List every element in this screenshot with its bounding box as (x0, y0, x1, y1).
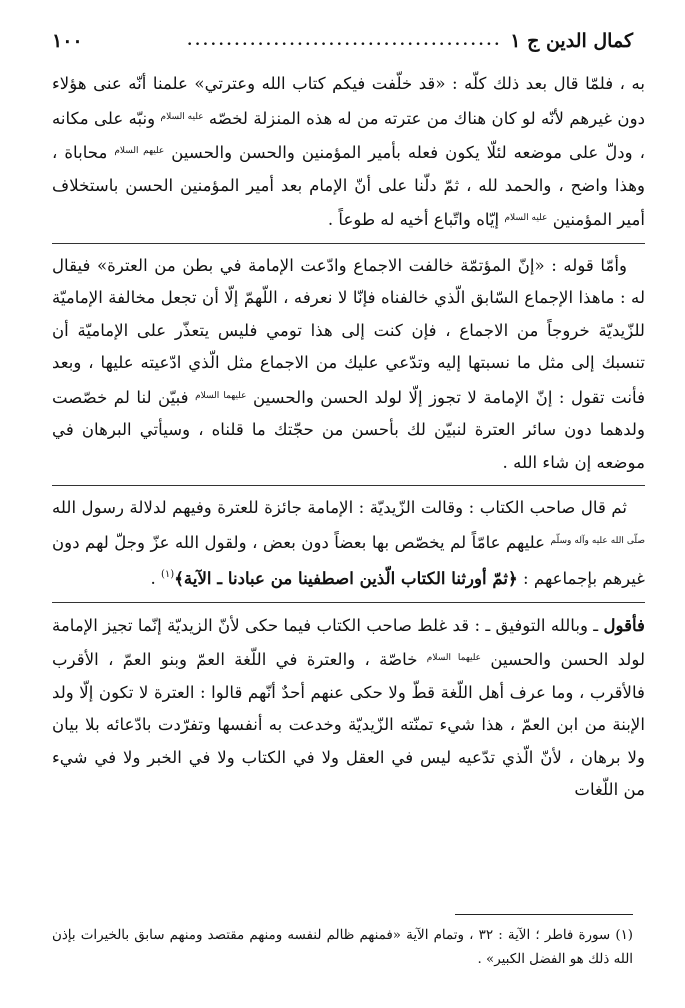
paragraph-text: إيّاه واتّباع أخيه له طوعاً . (327, 210, 505, 229)
honorific-glyph: عليه السلام (160, 111, 204, 122)
honorific-glyph: عليهما السلام (195, 390, 247, 401)
paragraph-text: وأمّا قوله : «إنّ المؤتمّة خالفت الاجماع وادّعت الإمامة في بطن من العترة» فيقال له : ماهذا الإجماع السّابق الّذي خالفناه فإنّا لا نعرفه ، اللّهمّ إلّا أن تجعل مخالفة الإماميّة للزّيديّة خروجاً من الاجماع ، فإن كنت إلى هذا تومي فليس يتعذّر على الإماميّة أن تنسبك إلى مثل ما نسبتها إليه وتدّعي عليك من الاجماع مثل الّذي ادّعيته عليها ، وبعد فأنت تقول : إنّ الإمامة لا تجوز إلّا لولد الحسن والحسين (52, 255, 646, 407)
paragraph-divider (52, 485, 645, 486)
honorific-glyph: صلّى الله عليه وآله وسلّم (550, 535, 645, 546)
page-number: ١٠٠ (52, 30, 83, 52)
paragraph-text: فبيّن لنا لم خصّصت ولدهما دون سائر العترة لنبيّن لك بأحسن من حجّتك ما قلناه ، وسيأتي البرهان في موضعه إن شاء الله . (52, 387, 645, 472)
honorific-glyph: عليهما السلام (426, 653, 482, 663)
footnote-rule (455, 914, 633, 915)
honorific-glyph: عليهم السلام (114, 146, 165, 156)
paragraph-text: به ، فلمّا قال بعد ذلك كلّه : «قد خلّفت فيكم كتاب الله وعترتي» علمنا أنّه عنى هؤلاء دون غيرهم لأنّه لو كان هناك من عترته من له هذه المنزلة لخصّه (52, 74, 645, 128)
honorific-glyph: عليه السلام (504, 213, 548, 223)
paragraph-2 (52, 250, 645, 480)
paragraph-text: خاصّة ، والعترة في اللّغة العمّ وبنو العمّ ، الأقرب فالأقرب ، وما عرف أهل اللّغة قطّ ولا حكى عنهم أحدٌ أنّهم قالوا : العترة لا تكون إلّا ولد الإبنة من ابن العمّ ، هذا شيء تمنّته الزّيديّة وخدعت به أنفسها وتفرّدت بادّعائه بلا بيان ولا برهان ، لأنّ الّذي تدّعيه ليس في العقل ولا في الكتاب ولا في الخبر ولا في شيء من اللّغات (52, 650, 645, 799)
paragraph-divider (52, 602, 645, 603)
bold-lead-word: فأقول (603, 614, 645, 635)
page-body (52, 68, 645, 807)
paragraph-text: عليهم عامّاً لم يخصّص بها بعضاً دون بعض ، ولقول الله عزّ وجلّ لهم دون غيرهم بإجماعهم : (52, 532, 645, 588)
header-leader-dots: ........................................ (187, 33, 503, 49)
book-title: كمال الدين ج ١ (510, 30, 633, 52)
paragraph-text: محاباة ، وهذا واضح ، والحمد لله ، ثمّ دلّنا على أنّ الإمام بعد أمير المؤمنين الحسن باستخلاف أمير المؤمنين (52, 143, 645, 229)
paragraph-3 (52, 492, 645, 596)
paragraph-text: . (150, 569, 162, 588)
paragraph-4 (52, 609, 645, 807)
paragraph-text: ثم قال صاحب الكتاب : وقالت الزّيديّة : الإمامة جائزة للعترة وفيهم لدلالة رسول الله (52, 498, 627, 517)
paragraph-text: ـ وبالله التوفيق ـ : قد غلط صاحب الكتاب فيما حكى لأنّ الزيديّة إنّما تجيز الإمامة لولد الحسن والحسين (52, 615, 645, 669)
footnote-reference: (١) (161, 569, 175, 580)
paragraph-text: ونبّه على مكانه ، ودلّ على موضعه لئلّا يكون فعله بأمير المؤمنين والحسن والحسين (52, 108, 645, 162)
footnote: (١) سورة فاطر ؛ الآية : ٣٢ ، وتمام الآية «فمنهم ظالم لنفسه ومنهم مقتصد ومنهم سابق بالخيرات بإذن الله ذلك هو الفضل الكبير» . (52, 928, 633, 967)
paragraph-1 (52, 68, 645, 237)
running-header (52, 26, 633, 56)
paragraph-divider (52, 243, 645, 244)
quran-verse: ﴿ثمّ أورثنا الكتاب الّذين اصطفينا من عبادنا ـ الآية﴾ (174, 568, 518, 588)
